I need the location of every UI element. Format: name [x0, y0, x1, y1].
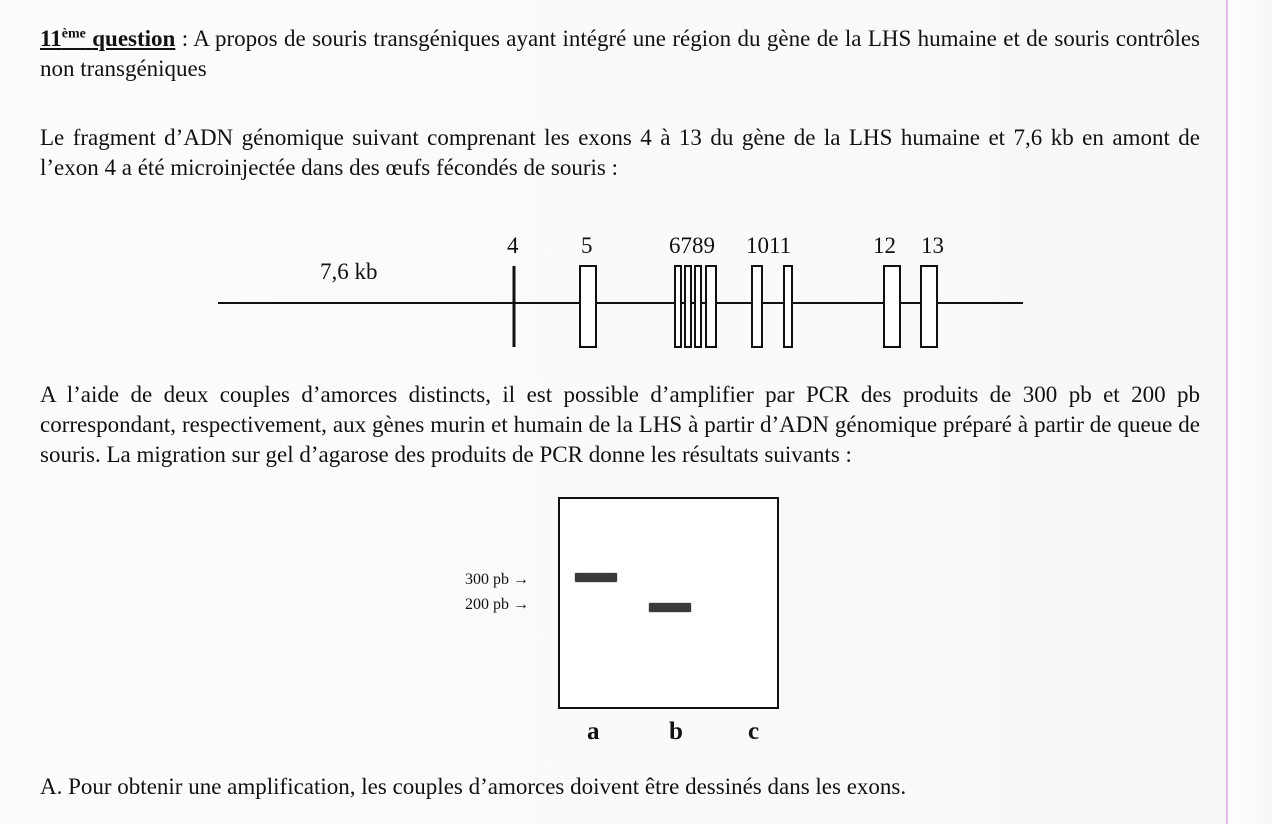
- question-label: question: [92, 26, 176, 51]
- lane-label-b: b: [669, 718, 683, 745]
- exon-9: [706, 266, 716, 347]
- gene-map-diagram: [0, 220, 1272, 365]
- exon-label-4: 4: [507, 233, 519, 258]
- exon-12: [884, 266, 900, 347]
- question-heading: [40, 24, 1200, 84]
- marker-300: [465, 572, 529, 588]
- exon-label-5: 5: [581, 233, 593, 258]
- exon-7: [685, 266, 691, 347]
- upstream-label: 7,6 kb: [320, 259, 378, 284]
- exon-13: [921, 266, 937, 347]
- marker-200: [465, 597, 529, 613]
- agarose-gel: [558, 497, 779, 709]
- question-number-sup: ème: [61, 26, 86, 42]
- exon-label-6789: 6789: [669, 233, 715, 258]
- question-number: [40, 26, 175, 51]
- marker-300-label: 300 pb: [465, 571, 509, 588]
- band-lane-a-300: [575, 573, 617, 582]
- exon-label-1011: 1011: [746, 233, 792, 258]
- pcr-paragraph: A l’aide de deux couples d’amorces distincts, il est possible d’amplifier par PCR des produits de 300 pb et 200 pb correspondant, respectivement, aux gènes murin et humain de la LHS à partir d’ADN génomique préparé à partir de queue de souris. La migration sur gel d’agarose des produits de PCR donne les résultats suivants :: [40, 382, 1200, 467]
- band-lane-b-200: [649, 603, 691, 612]
- exon-label-13: 13: [921, 233, 944, 258]
- margin-rule: [1226, 0, 1228, 824]
- lane-label-c: c: [748, 718, 760, 745]
- exon-label-12: 12: [873, 233, 896, 258]
- exon-5: [580, 266, 596, 347]
- exon-8: [695, 266, 701, 347]
- option-a: A. Pour obtenir une amplification, les couples d’amorces doivent être dessinés dans les exons.: [40, 774, 907, 799]
- exon-6: [675, 266, 681, 347]
- exon-10: [752, 266, 762, 347]
- exon-11: [784, 266, 792, 347]
- page-edge: [1226, 0, 1272, 824]
- arrow-right-icon: →: [513, 596, 529, 613]
- lane-label-a: a: [587, 718, 600, 745]
- marker-200-label: 200 pb: [465, 596, 509, 613]
- question-intro: : A propos de souris transgéniques ayant intégré une région du gène de la LHS humaine et de souris contrôles non transgéniques: [40, 26, 1201, 81]
- arrow-right-icon: →: [513, 571, 529, 588]
- fragment-paragraph: Le fragment d’ADN génomique suivant comprenant les exons 4 à 13 du gène de la LHS humaine et 7,6 kb en amont de l’exon 4 a été microinjectée dans des œufs fécondés de souris :: [40, 125, 1200, 180]
- question-number-value: 11: [40, 26, 62, 51]
